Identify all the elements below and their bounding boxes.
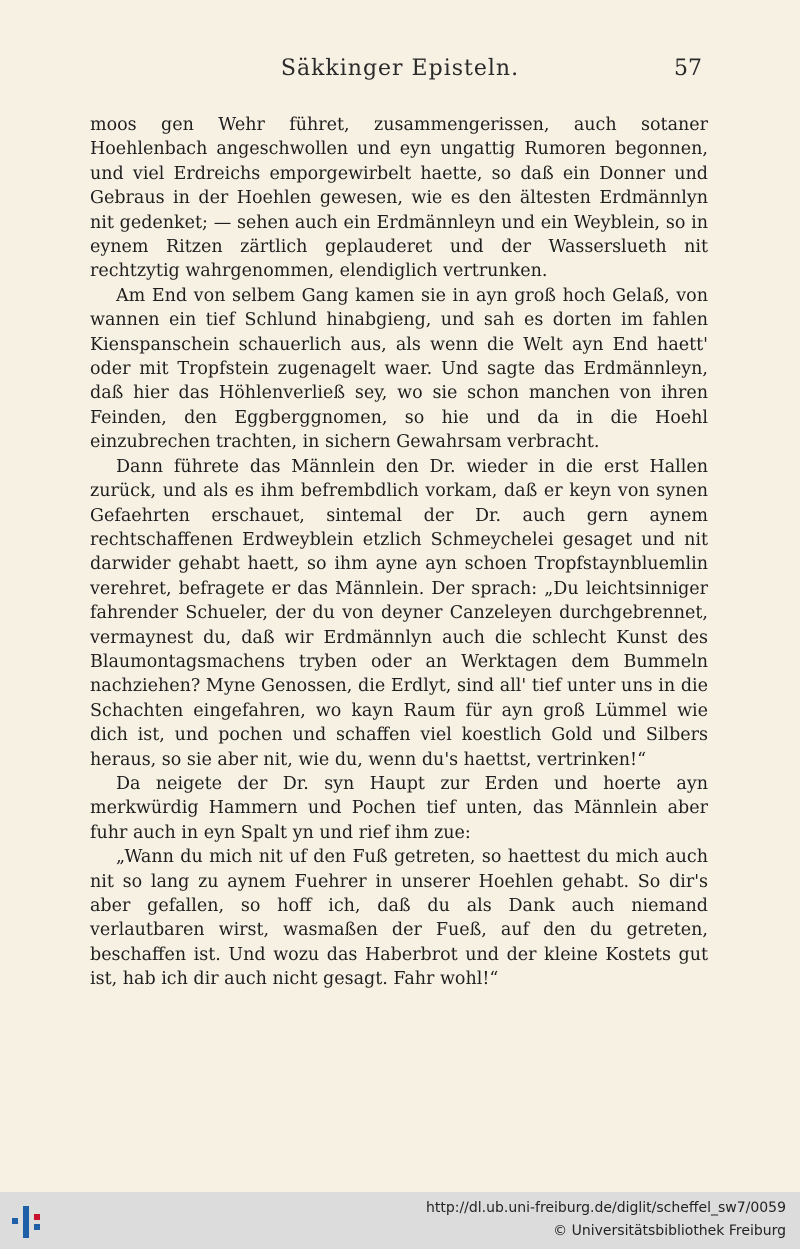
paragraph-2: Am End von selbem Gang kamen sie in ayn groß hoch Gelaß, von wannen ein tief Schlund hinabgieng, und sah es dorten im fahlen Kienspanschein schauerlich aus, als wenn die Welt ayn End haett' oder mit Tropfstein zugenagelt waer. Und sagte das Erdmännleyn, daß hier das Höhlenverließ sey, wo sie schon manchen von ihren Feinden, den Eggberggnomen, so hie und da in die Hoehl einzubrechen trachten, in sichern Gewahrsam verbracht. [90, 285, 708, 453]
page-header [90, 56, 710, 92]
copyright-notice: © Universitätsbibliothek Freiburg [553, 1223, 786, 1239]
source-url[interactable]: http://dl.ub.uni-freiburg.de/diglit/scheffel_sw7/0059 [426, 1200, 786, 1216]
paragraph-3: Dann führete das Männlein den Dr. wieder in die erst Hallen zurück, und als es ihm befrembdlich vorkam, daß er keyn von synen Gefaehrten erschauet, sintemal der Dr. auch gern aynem rechtschaffenen Erdweyblein etzlich Schmeychelei gesaget und nit darwider gehabt haett, so ihm ayne ayn schoen Tropfstaynbluemlin verehret, befragete er das Männlein. Der sprach: „Du leichtsinniger fahrender Schueler, der du von deyner Canzeleyen durchgebrennet, vermaynest du, daß wir Erdmännlyn auch die schlecht Kunst des Blaumontagsmachens tryben oder an Werktagen dem Bummeln nachziehen? Myne Genossen, die Erdlyt, sind all' tief unter uns in die Schachten eingefahren, wo kayn Raum für ayn groß Lümmel wie dich ist, und pochen und schaffen viel koestlich Gold und Silbers heraus, so sie aber nit, wie du, wenn du's haettst, vertrinken!“ [90, 456, 708, 770]
university-library-logo-icon [8, 1202, 48, 1242]
page-number: 57 [674, 56, 702, 81]
viewer-footer [0, 1192, 800, 1249]
paragraph-5: „Wann du mich nit uf den Fuß getreten, so haettest du mich auch nit so lang zu aynem Fuehrer in unserer Hoehlen gehabt. So dir's aber gefallen, so hoff ich, daß du als Dank auch niemand verlautbaren wirst, wasmaßen der Fueß, auf den du getreten, beschaffen ist. Und wozu das Haberbrot und der kleine Kostets gut ist, hab ich dir auch nicht gesagt. Fahr wohl!“ [90, 847, 708, 990]
paragraph-1: moos gen Wehr führet, zusammengerissen, auch sotaner Hoehlenbach angeschwollen und eyn ungattig Rumoren begonnen, und viel Erdreichs emporgewirbelt haette, so daß ein Donner und Gebraus in der Hoehlen gewesen, wie es den ältesten Erdmännlyn nit gedenket; — sehen auch ein Erdmännleyn und ein Weyblein, so in eynem Ritzen zärtlich geplauderet und der Wasserslueth nit rechtzytig wahrgenommen, elendiglich vertrunken. [90, 115, 708, 282]
body-text [90, 113, 708, 992]
running-title: Säkkinger Episteln. [280, 56, 520, 81]
paragraph-4: Da neigete der Dr. syn Haupt zur Erden und hoerte ayn merkwürdig Hammern und Pochen tief unten, das Männlein aber fuhr auch in eyn Spalt yn und rief ihm zue: [90, 773, 708, 843]
